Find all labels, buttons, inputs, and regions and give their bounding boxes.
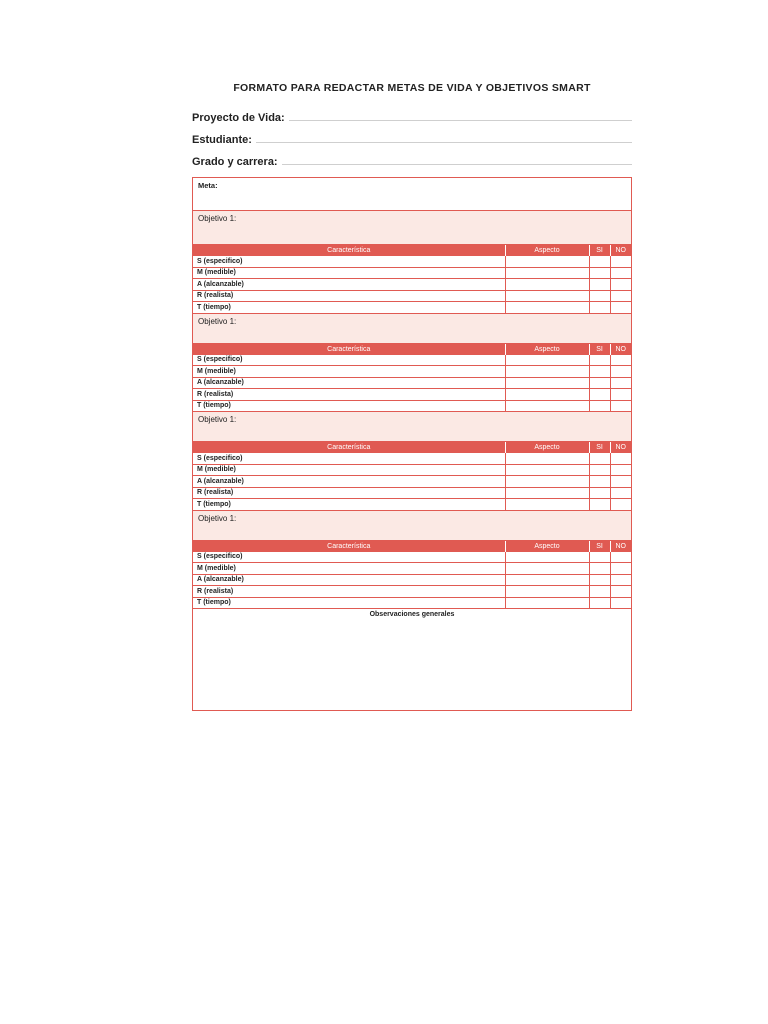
header-aspecto: Aspecto — [505, 541, 589, 552]
aspecto-cell[interactable] — [505, 574, 589, 586]
aspecto-cell[interactable] — [505, 597, 589, 609]
meta-label: Meta: — [198, 181, 218, 190]
criteria-label: T (tiempo) — [193, 499, 505, 511]
observations-label: Observaciones generales — [369, 611, 455, 618]
estudiante-label: Estudiante: — [192, 134, 252, 146]
criteria-label: T (tiempo) — [193, 400, 505, 412]
aspecto-cell[interactable] — [505, 256, 589, 267]
header-caracteristica: Característica — [193, 245, 505, 256]
proyecto-de-vida-field[interactable] — [192, 108, 632, 124]
objective-row[interactable] — [193, 412, 631, 442]
smart-form — [192, 177, 632, 711]
no-cell[interactable] — [610, 279, 631, 291]
criteria-row — [193, 290, 631, 302]
aspecto-cell[interactable] — [505, 476, 589, 488]
si-cell[interactable] — [589, 377, 610, 389]
aspecto-cell[interactable] — [505, 464, 589, 476]
observations-box[interactable] — [193, 609, 631, 710]
si-cell[interactable] — [589, 267, 610, 279]
no-cell[interactable] — [610, 464, 631, 476]
criteria-label: S (especifico) — [193, 355, 505, 366]
criteria-label: A (alcanzable) — [193, 476, 505, 488]
no-cell[interactable] — [610, 290, 631, 302]
criteria-row — [193, 586, 631, 598]
si-cell[interactable] — [589, 256, 610, 267]
criteria-label: M (medible) — [193, 464, 505, 476]
criteria-row — [193, 476, 631, 488]
criteria-row — [193, 279, 631, 291]
aspecto-cell[interactable] — [505, 389, 589, 401]
criteria-label: R (realista) — [193, 586, 505, 598]
criteria-label: A (alcanzable) — [193, 574, 505, 586]
si-cell[interactable] — [589, 476, 610, 488]
si-cell[interactable] — [589, 563, 610, 575]
criteria-row — [193, 499, 631, 511]
header-aspecto: Aspecto — [505, 344, 589, 355]
criteria-row — [193, 597, 631, 609]
aspecto-cell[interactable] — [505, 499, 589, 511]
no-cell[interactable] — [610, 597, 631, 609]
objective-label: Objetivo 1: — [198, 316, 237, 326]
no-cell[interactable] — [610, 302, 631, 314]
si-cell[interactable] — [589, 464, 610, 476]
aspecto-cell[interactable] — [505, 453, 589, 464]
objective-row[interactable] — [193, 211, 631, 245]
objective-label: Objetivo 1: — [198, 415, 237, 424]
criteria-table — [193, 344, 631, 413]
criteria-label: R (realista) — [193, 487, 505, 499]
criteria-label: R (realista) — [193, 290, 505, 302]
si-cell[interactable] — [589, 355, 610, 366]
criteria-row — [193, 256, 631, 267]
aspecto-cell[interactable] — [505, 487, 589, 499]
criteria-label: S (especifico) — [193, 453, 505, 464]
criteria-label: M (medible) — [193, 366, 505, 378]
si-cell[interactable] — [589, 597, 610, 609]
criteria-row — [193, 355, 631, 366]
criteria-label: R (realista) — [193, 389, 505, 401]
aspecto-cell[interactable] — [505, 302, 589, 314]
criteria-row — [193, 487, 631, 499]
header-aspecto: Aspecto — [505, 442, 589, 453]
si-cell[interactable] — [589, 389, 610, 401]
header-si: SI — [589, 245, 610, 256]
header-no: NO — [610, 442, 631, 453]
criteria-label: A (alcanzable) — [193, 279, 505, 291]
criteria-label: M (medible) — [193, 563, 505, 575]
header-si: SI — [589, 344, 610, 355]
objective-label: Objetivo 1: — [198, 513, 237, 523]
criteria-row — [193, 366, 631, 378]
aspecto-cell[interactable] — [505, 552, 589, 563]
no-cell[interactable] — [610, 355, 631, 366]
criteria-label: S (especifico) — [193, 256, 505, 267]
proyecto-de-vida-label: Proyecto de Vida: — [192, 112, 285, 124]
criteria-table — [193, 442, 631, 511]
criteria-label: S (especifico) — [193, 552, 505, 563]
no-cell[interactable] — [610, 377, 631, 389]
si-cell[interactable] — [589, 499, 610, 511]
no-cell[interactable] — [610, 389, 631, 401]
aspecto-cell[interactable] — [505, 366, 589, 378]
grado-y-carrera-label: Grado y carrera: — [192, 156, 278, 168]
no-cell[interactable] — [610, 499, 631, 511]
si-cell[interactable] — [589, 366, 610, 378]
criteria-row — [193, 464, 631, 476]
aspecto-cell[interactable] — [505, 563, 589, 575]
criteria-label: A (alcanzable) — [193, 377, 505, 389]
criteria-row — [193, 302, 631, 314]
criteria-label: T (tiempo) — [193, 597, 505, 609]
si-cell[interactable] — [589, 574, 610, 586]
meta-row[interactable] — [193, 178, 631, 211]
no-cell[interactable] — [610, 563, 631, 575]
criteria-row — [193, 563, 631, 575]
criteria-row — [193, 453, 631, 464]
no-cell[interactable] — [610, 453, 631, 464]
criteria-row — [193, 389, 631, 401]
proyecto-de-vida-line[interactable] — [289, 120, 632, 121]
header-si: SI — [589, 541, 610, 552]
header-caracteristica: Característica — [193, 442, 505, 453]
grado-y-carrera-line[interactable] — [282, 164, 632, 165]
aspecto-cell[interactable] — [505, 586, 589, 598]
aspecto-cell[interactable] — [505, 377, 589, 389]
si-cell[interactable] — [589, 552, 610, 563]
criteria-table — [193, 245, 631, 314]
header-no: NO — [610, 541, 631, 552]
header-caracteristica: Característica — [193, 541, 505, 552]
grado-y-carrera-field[interactable] — [192, 152, 632, 168]
objective-sections — [193, 211, 631, 609]
si-cell[interactable] — [589, 453, 610, 464]
no-cell[interactable] — [610, 487, 631, 499]
aspecto-cell[interactable] — [505, 400, 589, 412]
no-cell[interactable] — [610, 256, 631, 267]
objective-label: Objetivo 1: — [198, 214, 237, 223]
criteria-row — [193, 377, 631, 389]
no-cell[interactable] — [610, 400, 631, 412]
aspecto-cell[interactable] — [505, 279, 589, 291]
header-si: SI — [589, 442, 610, 453]
si-cell[interactable] — [589, 400, 610, 412]
si-cell[interactable] — [589, 586, 610, 598]
si-cell[interactable] — [589, 290, 610, 302]
header-caracteristica: Característica — [193, 344, 505, 355]
aspecto-cell[interactable] — [505, 355, 589, 366]
objective-row[interactable] — [193, 511, 631, 541]
no-cell[interactable] — [610, 267, 631, 279]
criteria-row — [193, 267, 631, 279]
criteria-label: M (medible) — [193, 267, 505, 279]
criteria-row — [193, 552, 631, 563]
criteria-label: T (tiempo) — [193, 302, 505, 314]
criteria-row — [193, 400, 631, 412]
si-cell[interactable] — [589, 279, 610, 291]
no-cell[interactable] — [610, 574, 631, 586]
header-no: NO — [610, 344, 631, 355]
estudiante-field[interactable] — [192, 130, 632, 146]
no-cell[interactable] — [610, 552, 631, 563]
estudiante-line[interactable] — [256, 142, 632, 143]
header-aspecto: Aspecto — [505, 245, 589, 256]
document-title: FORMATO PARA REDACTAR METAS DE VIDA Y OBJETIVOS SMART — [233, 82, 591, 94]
no-cell[interactable] — [610, 366, 631, 378]
header-no: NO — [610, 245, 631, 256]
si-cell[interactable] — [589, 302, 610, 314]
no-cell[interactable] — [610, 586, 631, 598]
criteria-table — [193, 541, 631, 610]
no-cell[interactable] — [610, 476, 631, 488]
si-cell[interactable] — [589, 487, 610, 499]
aspecto-cell[interactable] — [505, 290, 589, 302]
objective-row[interactable] — [193, 314, 631, 344]
criteria-row — [193, 574, 631, 586]
aspecto-cell[interactable] — [505, 267, 589, 279]
